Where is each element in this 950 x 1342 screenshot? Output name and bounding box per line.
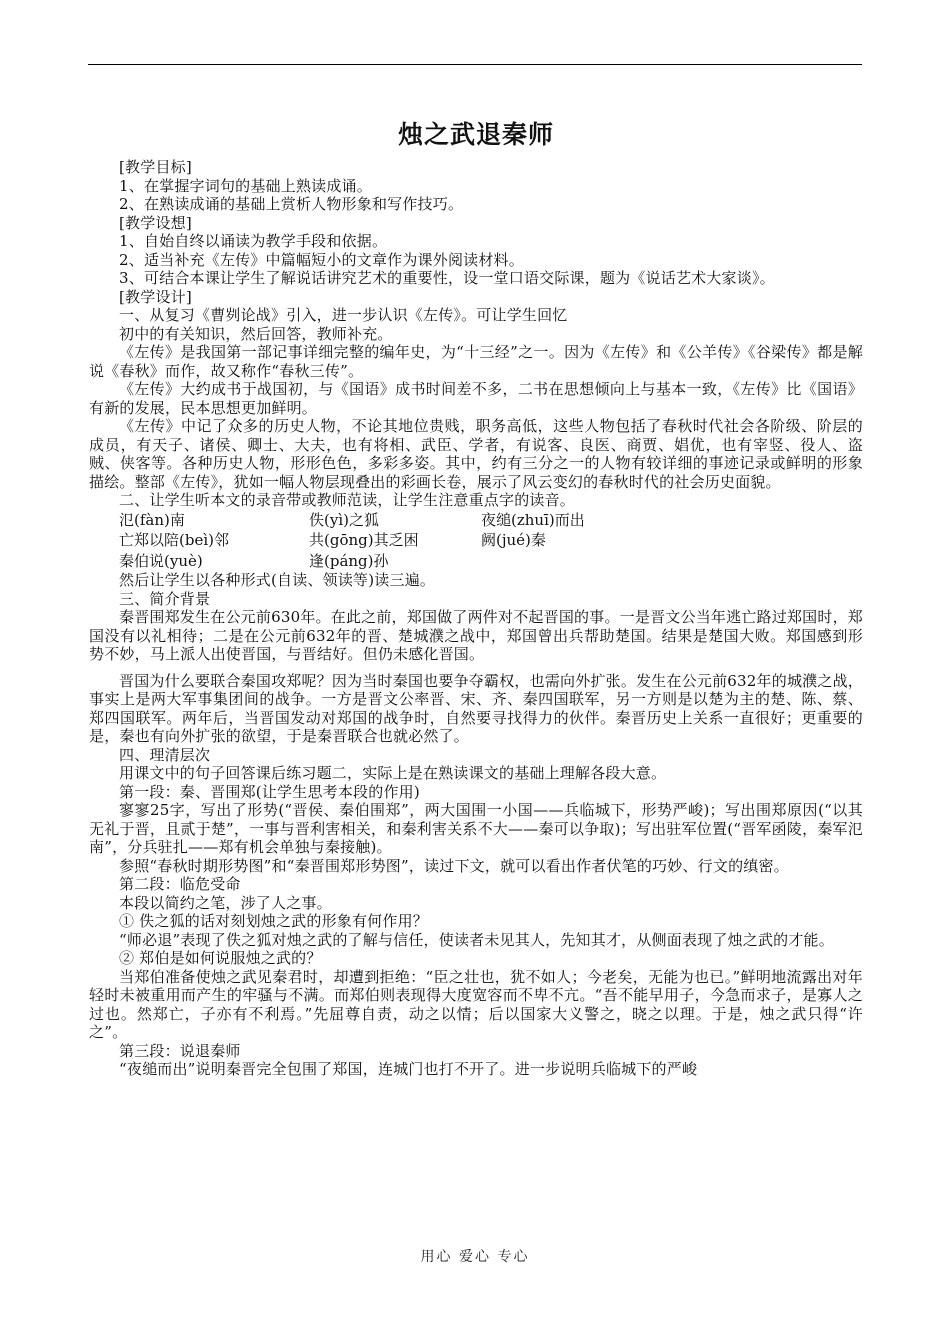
document-title: 烛之武退秦师 [397, 120, 554, 149]
paragraph: 秦晋围郑发生在公元前630年。在此之前，郑国做了两件对不起晋国的事。一是晋文公当年逃亡路过郑国时，郑国没有以礼相待；二是在公元前632年的晋、楚城濮之战中，郑国曾出兵帮助楚国。结果是楚国大败。郑国感到形势不妙，马上派人出使晋国，与晋结好。但仍未感化晋国。 [89, 608, 863, 663]
subheading: 第三段：说退秦师 [119, 1041, 241, 1060]
paragraph: 参照“春秋时期形势图”和“秦晋围郑形势图”，读过下文，就可以看出作者伏笔的巧妙、行文的缜密。 [119, 856, 789, 875]
paragraph: 3、可结合本课让学生了解说话讲究艺术的重要性，设一堂口语交际课，题为《说话艺术大家谈》。 [119, 269, 775, 287]
pronunciation-item: 阙(jué)秦 [481, 531, 546, 549]
header-rule [88, 64, 862, 65]
paragraph: 初中的有关知识，然后回答，教师补充。 [119, 324, 393, 343]
pronunciation-row [89, 530, 863, 551]
pronunciation-item: 亡郑以陪(beì)邻 [119, 531, 229, 549]
section-heading-structure: 四、理清层次 [119, 745, 211, 764]
paragraph: 2、在熟读成诵的基础上赏析人物形象和写作技巧。 [119, 195, 464, 213]
pronunciation-row [89, 551, 863, 572]
document-body [89, 112, 863, 1079]
pronunciation-item: 佚(yì)之狐 [309, 510, 379, 529]
pronunciation-table [89, 510, 863, 572]
paragraph: “夜缒而出”说明秦晋完全包围了郑国，连城门也打不开了。进一步说明兵临城下的严峻 [119, 1060, 698, 1078]
paragraph: 《左传》中记了众多的历史人物，不论其地位贵贱，职务高低，这些人物包括了春秋时代社会各阶级、阶层的成员，有天子、诸侯、卿士、大夫，也有将相、武臣、学者，有说客、良医、商贾、娼优，也有宰竖、役人、盗贼、侠客等。各种历史人物，形形色色，多彩多姿。其中，约有三分之一的人物有较详细的事迹记录或鲜明的形象描绘。整部《左传》，犹如一幅人物层现叠出的彩画长卷，展示了风云变幻的春秋时代的社会历史面貌。 [89, 417, 863, 491]
paragraph: 1、自始自终以诵读为教学手段和依据。 [119, 232, 388, 250]
subheading: 第一段：秦、晋围郑(让学生思考本段的作用) [119, 782, 420, 801]
pronunciation-item: 共(gōng)其乏困 [309, 531, 419, 549]
paragraph: “师必退”表现了佚之狐对烛之武的了解与信任，使读者未见其人，先知其才，从侧面表现了烛之武的才能。 [119, 930, 834, 949]
pronunciation-item: 逢(páng)孙 [309, 551, 389, 570]
paragraph: 当郑伯准备使烛之武见秦君时，却遭到拒绝：“臣之壮也，犹不如人；今老矣，无能为也已。”鲜明地流露出对年轻时未被重用而产生的牢骚与不满。而郑伯则表现得大度宽容而不卑不亢。“吾不能早用子，今急而求子，是寡人之过也。然郑亡，子亦有不利焉。”先屈尊自责，动之以情；后以国家大义警之，晓之以理。于是，烛之武只得“许之”。 [89, 967, 863, 1041]
section-heading-goals: [教学目标] [119, 158, 192, 176]
paragraph: 然后让学生以各种形式(自读、领读等)读三遍。 [119, 571, 436, 589]
subheading: 第二段：临危受命 [119, 875, 241, 893]
section-heading-background: 三、简介背景 [119, 589, 211, 608]
paragraph: 《左传》大约成书于战国初，与《国语》成书时间差不多，二书在思想倾向上与基本一致，《左传》比《国语》有新的发展，民本思想更加鲜明。 [89, 380, 863, 417]
paragraph: 寥寥25字，写出了形势(“晋侯、秦伯围郑”，两大国围一小国——兵临城下，形势严峻)；写出围郑原因(“以其无礼于晋，且贰于楚”，一事与晋利害相关，和秦利害关系不大——秦可以争取)；写出驻军位置(“晋军函陵，秦军氾南”，分兵驻扎——郑有机会单独与秦接触)。 [89, 801, 863, 856]
paragraph: 用课文中的句子回答课后练习题二，实际上是在熟读课文的基础上理解各段大意。 [119, 764, 667, 782]
question: ② 郑伯是如何说服烛之武的？ [119, 949, 322, 967]
paragraph: 晋国为什么要联合秦国攻郑呢？因为当时秦国也要争夺霸权，也需向外扩张。发生在公元前632年的城濮之战，事实上是两大军事集团间的战争。一方是晋文公率晋、宋、齐、秦四国联军，另一方则是以楚为主的楚、陈、蔡、郑四国联军。两年后，当晋国发动对郑国的战争时，自然要寻找得力的伙伴。秦晋历史上关系一直很好；更重要的是，秦也有向外扩张的欲望，于是秦晋联合也就必然了。 [89, 671, 863, 745]
pronunciation-item: 氾(fàn)南 [119, 510, 185, 529]
pronunciation-item: 夜缒(zhuī)而出 [481, 510, 585, 529]
paragraph: 本段以简约之笔，涉了人之事。 [119, 893, 332, 912]
pronunciation-item: 秦伯说(yuè) [119, 551, 203, 570]
section-heading-ideas: [教学设想] [119, 213, 192, 232]
paragraph: 一、从复习《曹刿论战》引入，进一步认识《左传》。可让学生回忆 [119, 306, 568, 324]
paragraph: 2、适当补充《左传》中篇幅短小的文章作为课外阅读材料。 [119, 250, 524, 269]
paragraph: 1、在掌握字词句的基础上熟读成诵。 [119, 176, 372, 195]
paragraph: 二、让学生听本文的录音带或教师范读，让学生注意重点字的读音。 [119, 491, 576, 509]
pronunciation-row [89, 510, 863, 531]
question: ① 佚之狐的话对刻划烛之武的形象有何作用？ [119, 912, 428, 930]
paragraph: 《左传》是我国第一部记事详细完整的编年史，为“十三经”之一。因为《左传》和《公羊传》《谷梁传》都是解说《春秋》而作，故又称作“春秋三传”。 [89, 343, 863, 380]
page-footer: 用心 爱心 专心 [420, 1249, 530, 1265]
section-heading-design: [教学设计] [119, 287, 192, 306]
